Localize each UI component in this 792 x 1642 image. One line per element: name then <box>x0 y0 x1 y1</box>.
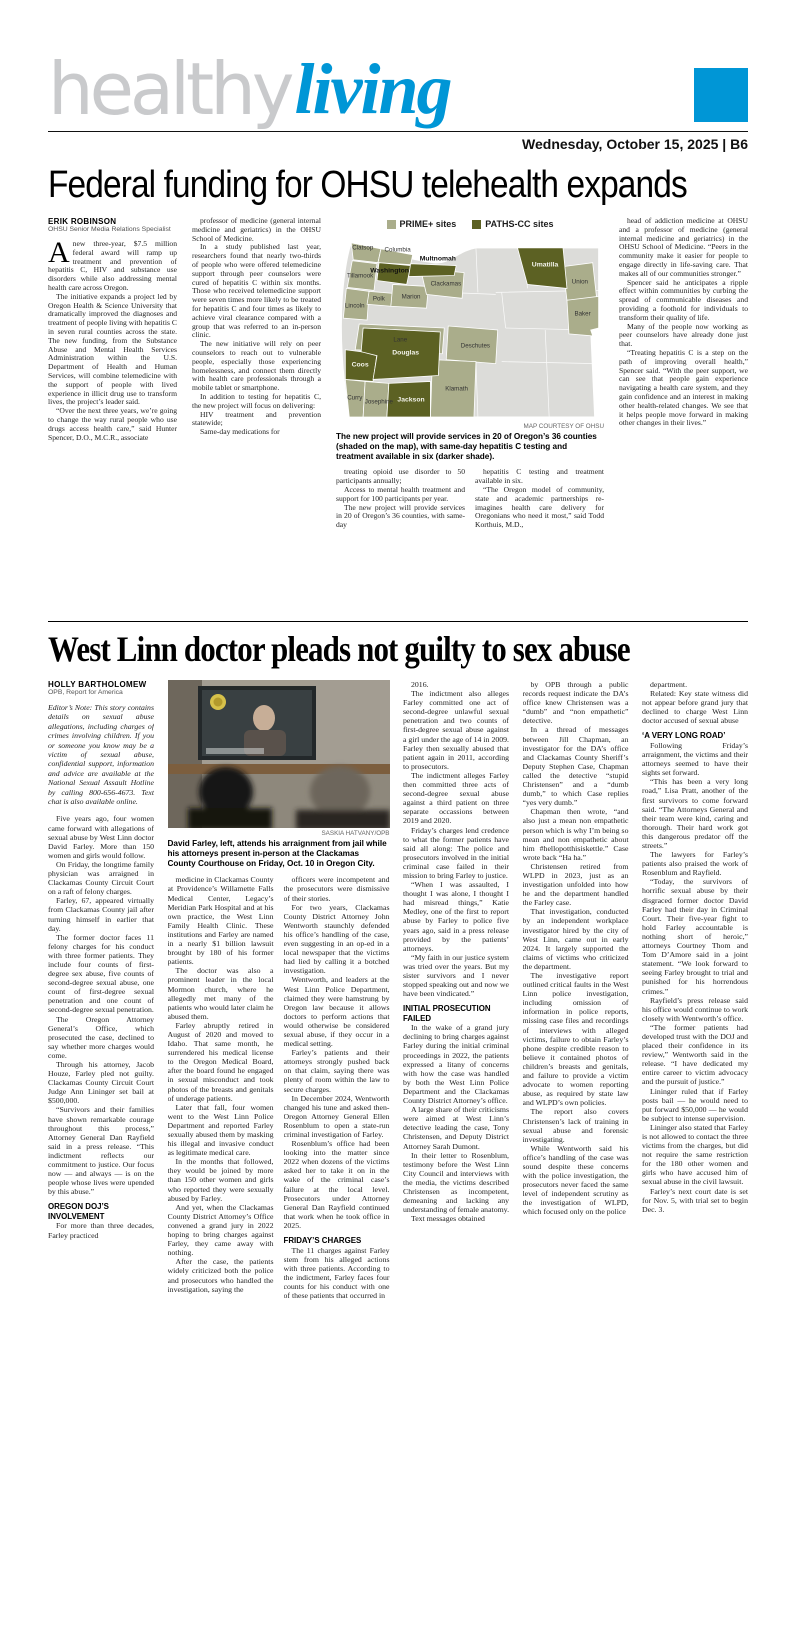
paragraph: Lininger ruled that if Farley posts bail — he would need to put forward $50,000 — he would be subject to intense supervision. <box>642 1086 748 1123</box>
paragraph: Later that fall, four women went to the West Linn Police Department and reported Farley sexually abused them by masking his illegal and invasive conduct as legitimate medical care. <box>167 1102 274 1158</box>
county-label: Curry <box>347 394 363 402</box>
masthead-word-living: living <box>294 48 451 129</box>
paragraph: Five years ago, four women came forward with allegations of sexual abuse by West Linn doctor David Farley. More than 150 women and girls would follow. <box>48 814 154 860</box>
article2-byline-name: HOLLY BARTHOLOMEW <box>48 680 147 689</box>
paragraph: Farley’s patients and their attorneys strongly pushed back on that claim, saying there was plenty of room within the law to secure charges. <box>283 1048 390 1094</box>
article1-byline-name: ERIK ROBINSON <box>48 217 117 226</box>
article2-col4 <box>403 680 509 1642</box>
paragraph: Access to mental health treatment and support for 100 participants per year. <box>336 484 465 503</box>
paragraph: Text messages obtained <box>411 1214 485 1224</box>
article2-byline-title: OPB, Report for America <box>48 689 123 696</box>
paragraph: “When I was assaulted, I thought I was alone, I thought I had misread things,” Katie Medley, one of the first to report abuse by Farley to police five years ago, said in a press release provided by the patients’ attorneys. <box>403 880 509 953</box>
county-label: Coos <box>351 361 369 369</box>
paragraph: by OPB through a public records request indicate the DA’s office knew Christensen was a “dumb” and “non empathetic” detective. <box>522 680 629 726</box>
paragraph: “Treating hepatitis C is a step on the path of improving overall health,” Spencer said. “With the peer support, we can see that people gain experience navigating a health care system, and they gain confidence and an interest in making other health-related changes. We see that it helps people move forward in making other changes in their lives.” <box>619 347 748 428</box>
county-label: Douglas <box>392 349 420 357</box>
paragraph: The new project will provide services in 20 of Oregon’s 36 counties, with same-day <box>336 502 465 530</box>
section-subhead: INITIAL PROSECUTION FAILED <box>403 1004 491 1023</box>
photo-caption: David Farley, left, attends his arraignment from jail while his attorneys present in-person at the Clackamas County Courthouse on Friday, Oct. 10 in Oregon City. <box>167 839 387 868</box>
paragraph: After the case, the patients widely criticized both the police and prosecutors who handled the investigation, saying the <box>167 1257 274 1294</box>
article-farley <box>48 628 748 1642</box>
masthead-word-healthy: healthy <box>48 46 291 131</box>
paths-sites-swatch-icon <box>472 220 481 229</box>
paragraph: Many of the people now working as peer counselors have already done just that. <box>619 321 748 349</box>
paragraph: The initiative expands a project led by Oregon Health & Science University that dramatically improved the diagnoses and treatment of people living with hepatitis C in seven rural counties across the state. The new funding, from the Substance Abuse and Mental Health Services Administration within the U.S. Department of Health and Human Services, will combine telemedicine with the support of people with lived experience in illicit drug use to transform lives, the project’s leader said. <box>48 291 177 407</box>
paragraph: Friday’s charges lend credence to what the former patients have said all along: The police and prosecutors involved in the initial criminal case failed in their mission to bring Farley to justice. <box>403 825 509 880</box>
paragraph: 2016. <box>411 680 429 689</box>
legend-paths-label: PATHS-CC sites <box>485 219 554 229</box>
paragraph: In a thread of messages between Jill Chapman, an investigator for the DA’s office and Clackamas County Sheriff’s Deputy Stephen Case, Chapman called the detective “stupid Christensen” and a “dumb dumb,” to which Case replies “yes very dumb.” <box>522 725 629 808</box>
paragraph: The former doctor faces 11 felony charges for his conduct with three former patients. They include four counts of first-degree sex abuse, five counts of second-degree sexual abuse, one count of first-degree sexual penetration and one count of second-degree sexual penetration. <box>48 932 154 1015</box>
county-label: Marion <box>401 293 421 301</box>
article1-col1 <box>48 217 177 615</box>
masthead-accent-square <box>694 68 748 122</box>
county-label: Multnomah <box>419 255 456 263</box>
paragraph: Spencer said he anticipates a ripple effect within communities by curbing the spread of communicable diseases and providing a foothold for individuals to transform their quality of life. <box>619 277 748 322</box>
article1-headline: Federal funding for OHSU telehealth expands <box>48 164 687 206</box>
article1-col5 <box>619 217 748 615</box>
paragraph: Related: Key state witness did not appear before grand jury that declined to charge West Linn doctor accused of sexual abuse <box>642 689 748 726</box>
article1-col2 <box>192 217 321 615</box>
photo-credit: SASKIA HATVANY/OPB <box>321 830 390 837</box>
article1-map-subcolumns <box>336 468 604 615</box>
county-label: Deschutes <box>460 342 490 350</box>
article1-byline-title: OHSU Senior Media Relations Specialist <box>48 226 171 233</box>
paragraph: The 11 charges against Farley stem from his alleged actions with three patients. According to the indictment, Farley faces four counts for his conduct with one of these patients that occurred in <box>283 1245 390 1301</box>
article2-photo-block <box>168 680 390 1642</box>
county-label: Umatilla <box>531 261 559 269</box>
courtroom-scene-graphic <box>168 680 390 828</box>
paragraph: And yet, when the Clackamas County District Attorney’s Office convened a grand jury in 2022 hoping to bring charges against Farley, they came away with nothing. <box>167 1202 274 1258</box>
paragraph: In the wake of a grand jury declining to bring charges against Farley during the initial criminal proceedings in 2022, the patients expressed a litany of concerns with how the case was handled by both the West Linn Police Department and the Clackamas County District Attorney’s office. <box>403 1023 509 1106</box>
paragraph: department. <box>650 680 688 689</box>
editors-note: Editor’s Note: This story contains details on sexual abuse allegations, including charges of crimes involving children. If you or someone you know may be a victim of sexual abuse, confidential support, information and advice are available at the National Sexual Assault Hotline by calling 800-656-4673. Text chat is also available online. <box>48 703 154 807</box>
paragraph: Farley’s next court date is set for Nov. 5, with trial set to begin Dec. 3. <box>642 1186 748 1214</box>
county-label: Lincoln <box>344 302 365 310</box>
legend-item-prime <box>387 219 457 229</box>
paragraph: Chapman then wrote, “and also just a mean non empathetic person which is why I’m being so mean and non empathetic about him #hellopotthisiskettle.” Case wrote back “Ha ha.” <box>522 807 629 862</box>
article2-col1-text <box>48 703 154 1240</box>
county-label: Washington <box>370 267 409 275</box>
paragraph: medicine in Clackamas County at Providence’s Willamette Falls Medical Center, Legacy’s Meridian Park Hospital and at his own practice, the West Linn Family Health Clinic. These institutions and Farley are named in a nearly $1 billion lawsuit brought by 180 of his former patients. <box>167 875 274 967</box>
paragraph: Rayfield’s press release said his office would continue to work closely with Wentworth’s office. <box>642 995 748 1023</box>
article2-headline: West Linn doctor pleads not guilty to sex abuse <box>48 629 630 669</box>
county-label: Polk <box>372 295 385 303</box>
paragraph: hepatitis C testing and treatment available in six. <box>475 468 604 486</box>
article2-col2 <box>168 875 274 1642</box>
paragraph: The report also covers Christensen’s lack of training in sexual abuse and forensic investigating. <box>522 1107 629 1144</box>
paragraph: The investigative report outlined critical faults in the West Linn police investigation, including omission of information in police reports, missing case files and recordings of interviews with alleged victims, failure to obtain Farley’s phone despite credible reason to believe it contained photos of children’s breasts and genitals, and failure to provide a victim advocate to women reporting abuse, as required by state law and WLPD’s own policies. <box>522 971 629 1108</box>
paragraph: The new initiative will rely on peer counselors to reach out to vulnerable people, especially those experiencing homelessness, and connect them directly with health care professionals through a mobile tablet or smartphone. <box>192 339 321 393</box>
paragraph: The indictment also alleges Farley committed one act of second-degree unlawful sexual penetration and two counts of first-degree sexual abuse against a girl under the age of 14 in 2009. Farley then sexually abused that patient again in 2011, according to prosecutors. <box>403 689 509 771</box>
section-subhead: ‘A VERY LONG ROAD’ <box>642 731 726 741</box>
paragraph: Wentworth, and leaders at the West Linn Police Department, claimed they were hamstrung by Oregon law because it allows doctors to perform actions that would otherwise be considered sexual abuse, if they occur in a medical setting. <box>283 975 390 1049</box>
paragraph: head of addiction medicine at OHSU and a professor of medicine (general internal medicine and geriatrics) in the OHSU School of Medicine. “Peers in the community make it easier for people to engage directly in life-saving care. That makes all of our communities stronger.” <box>619 217 748 278</box>
article-telehealth <box>48 164 748 615</box>
county-label: Columbia <box>384 246 411 254</box>
paragraph: Anew three-year, $7.5 million federal award will ramp up treatment and prevention of hepatitis C, HIV and substance use disorders while also addressing mental health care across Oregon. <box>48 236 177 292</box>
paragraph: For more than three decades, Farley practiced <box>48 1221 154 1240</box>
paragraph: That investigation, conducted by an independent workplace investigator hired by the city of West Linn, came out in early 2024. It largely supported the claims of victims who criticized the department. <box>522 907 629 971</box>
paragraph: “Today, the survivors of horrific sexual abuse by their disgraced former doctor David Farley had their day in Criminal Court. Their five-year fight to hold Farley accountable is nothing short of heroic,” attorneys Courtney Thom and Tom D’Amore said in a joint statement. “We look forward to seeing Farley brought to trial and punished for his horrendous crimes.” <box>642 877 748 996</box>
paragraph: “The former patients had developed trust with the DOJ and placed their confidence in its review,” Wentworth said in the release. “I have dedicated my entire career to victim advocacy and the pursuit of justice.” <box>642 1022 748 1087</box>
paragraph: Through his attorney, Jacob Houze, Farley pled not guilty. Clackamas County Circuit Court Judge Ann Lininger set bail at $500,000. <box>48 1060 154 1106</box>
article1-columns <box>48 217 748 615</box>
paragraph: In the months that followed, they would be joined by more than 150 other women and girls who reported they were sexually abused by Farley. <box>167 1157 274 1203</box>
paragraph: “My faith in our justice system was tried over the years. But my sister survivors and I never stopped speaking out and now we have been vindicated.” <box>403 952 509 999</box>
paragraph: In addition to testing for hepatitis C, the new project will focus on delivering: <box>192 391 321 410</box>
paragraph: Lininger also stated that Farley is not allowed to contact the three victims from the charges, but did not require the same restriction for the 180 other women and girls who have accused him of sexual abuse in the civil lawsuit. <box>642 1122 748 1187</box>
legend-prime-label: PRIME+ sites <box>399 219 457 229</box>
paragraph: While Wentworth said his office’s handling of the case was sound despite these concerns with the police investigation, the prosecutors never faced the same level of independent scrutiny as the investigation of WLPD, which focused only on the police <box>522 1143 629 1217</box>
paragraph: Rosenblum’s office had been looking into the matter since 2022 when dozens of the victims asked her to take it on in the wake of the criminal case’s failure at the local level. Prosecutors under Attorney General Dan Rayfield continued that work when he took office in 2025. <box>283 1139 390 1230</box>
map-legend <box>336 217 604 233</box>
oregon-map-graphic <box>336 233 604 421</box>
paragraph: A large share of their criticisms were aimed at West Linn’s detective leading the case, Tony Christensen, and Deputy District Attorney Sarah Dumont. <box>403 1105 509 1151</box>
article2-col5 <box>523 680 629 1642</box>
masthead <box>48 36 748 160</box>
county-label: Klamath <box>445 385 468 393</box>
paragraph: HIV treatment and prevention statewide; <box>192 409 321 428</box>
county-label: Clackamas <box>430 280 462 288</box>
paragraph: In a study published last year, researchers found that nearly two-thirds of people who were offered telemedicine support through peer counselors were cured of hepatitis C within six months. Those who received telemedicine support were seven times more likely to be treated for hepatitis C and four times as likely to achieve viral clearance compared with a group that was referred to an in-person clinic. <box>192 242 321 340</box>
county-label: Union <box>571 278 588 286</box>
article1-col4 <box>475 468 604 615</box>
paragraph: “The Oregon model of community, state and academic partnerships re-imagines health care delivery for Oregonians who need it most,” said Todd Korthuis, M.D., <box>475 484 604 530</box>
arraignment-photo-figure <box>168 680 390 875</box>
county-label: Lane <box>393 336 408 344</box>
paragraph: professor of medicine (general internal medicine and geriatrics) in the OHSU School of Medicine. <box>192 217 321 243</box>
dateline: Wednesday, October 15, 2025 | B6 <box>522 136 748 152</box>
county-label: Clatsop <box>352 244 374 252</box>
paragraph: The Oregon Attorney General’s Office, which prosecuted the case, declined to say whether more charges would come. <box>48 1014 154 1060</box>
paragraph: officers were incompetent and the prosecutors were dismissive of their stories. <box>283 875 390 903</box>
article2-photo-subcolumns <box>168 875 390 1642</box>
prime-sites-swatch-icon <box>387 220 396 229</box>
article1-col3 <box>336 468 465 615</box>
paragraph: In December 2024, Wentworth changed his tune and asked then-Oregon Attorney General Ellen Rosenblum to open a state-run criminal investigation of Farley. <box>283 1093 390 1140</box>
arraignment-photo <box>168 680 390 828</box>
article1-map-block <box>336 217 604 615</box>
oregon-map-figure <box>336 217 604 468</box>
paragraph: The lawyers for Farley’s patients also praised the work of Rosenblum and Rayfield. <box>642 850 748 878</box>
paragraph: On Friday, the longtime family physician was arraigned in Clackamas County Circuit Court on a raft of felony charges. <box>48 859 154 897</box>
map-credit: MAP COURTESY OF OHSU <box>523 423 604 430</box>
paragraph: Following Friday’s arraignment, the victims and their attorneys seemed to have their sights set forward. <box>642 740 748 778</box>
paragraph: For two years, Clackamas County District Attorney John Wentworth staunchly defended his office’s handling of the case, even suggesting in an op-ed in a local newspaper that the victims had lied by calling it a botched investigation. <box>283 902 390 976</box>
paragraph: In their letter to Rosenblum, testimony before the West Linn City Council and interviews with the media, the victims described Christensen as incompetent, demeaning and lacking any understanding of female anatomy. <box>403 1150 509 1215</box>
section-subhead: OREGON DOJ’S INVOLVEMENT <box>48 1202 109 1221</box>
section-subhead: FRIDAY’S CHARGES <box>283 1236 362 1246</box>
paragraph: treating opioid use disorder to 50 participants annually; <box>336 468 465 486</box>
county-label: Tillamook <box>346 272 374 280</box>
paragraph: The indictment alleges Farley then committed three acts of second-degree sexual abuse against a third patient on three separate occassions between 2019 and 2020. <box>403 770 509 826</box>
paragraph: “This has been a very long road,” Lisa Pratt, another of the first survivors to come forward said. “The Attorneys General and their team were kind, caring and thorough. Their hard work got this dangerous predator off the streets.” <box>642 777 748 850</box>
legend-item-paths <box>472 219 553 229</box>
paragraph: Farley, 67, appeared virtually from Clackamas County jail after turning himself in earlier that day. <box>48 896 154 933</box>
paragraph: “Survivors and their families have shown remarkable courage throughout this process,” Attorney General Dan Rayfield said in a press release. “This indictment reflects our commitment to justice. Our focus now — and always — is on the people whose lives were upended by this abuse.” <box>48 1105 154 1197</box>
article2-columns <box>48 680 748 1642</box>
county-label: Baker <box>574 310 591 318</box>
oregon-county-map <box>336 233 604 421</box>
article2-col6 <box>642 680 748 1642</box>
county-label: Jackson <box>397 396 425 404</box>
paragraph: Christensen retired from WLPD in 2023, just as an investigation unfolded into how he and the department handled the Farley case. <box>522 861 629 908</box>
article2-col3 <box>284 875 390 1642</box>
article2-col1 <box>48 680 154 1642</box>
county-label: Josephine <box>364 398 393 406</box>
paragraph: Same-day medications for <box>200 427 280 437</box>
paragraph: The doctor was also a prominent leader in the local Mormon church, where he allegedly met many of the patients who would later claim he abused them. <box>167 966 274 1021</box>
paragraph: Farley abruptly retired in August of 2020 and moved to Idaho. That same month, he surrendered his medical license to the Oregon Medical Board, after the board found he engaged in sexual misconduct and took photos of the breasts and genitals of underage patients. <box>167 1020 274 1103</box>
article1-col1-text <box>48 236 177 442</box>
paragraph: “Over the next three years, we’re going to change the way rural people who use drugs access health care,” said Hunter Spencer, D.O., M.C.R., associate <box>48 406 177 442</box>
map-caption: The new project will provide services in 20 of Oregon’s 36 counties (shaded on the map), with same-day hepatitis C testing and treatment available in six (darker shade). <box>336 432 597 461</box>
section-divider <box>48 621 748 622</box>
